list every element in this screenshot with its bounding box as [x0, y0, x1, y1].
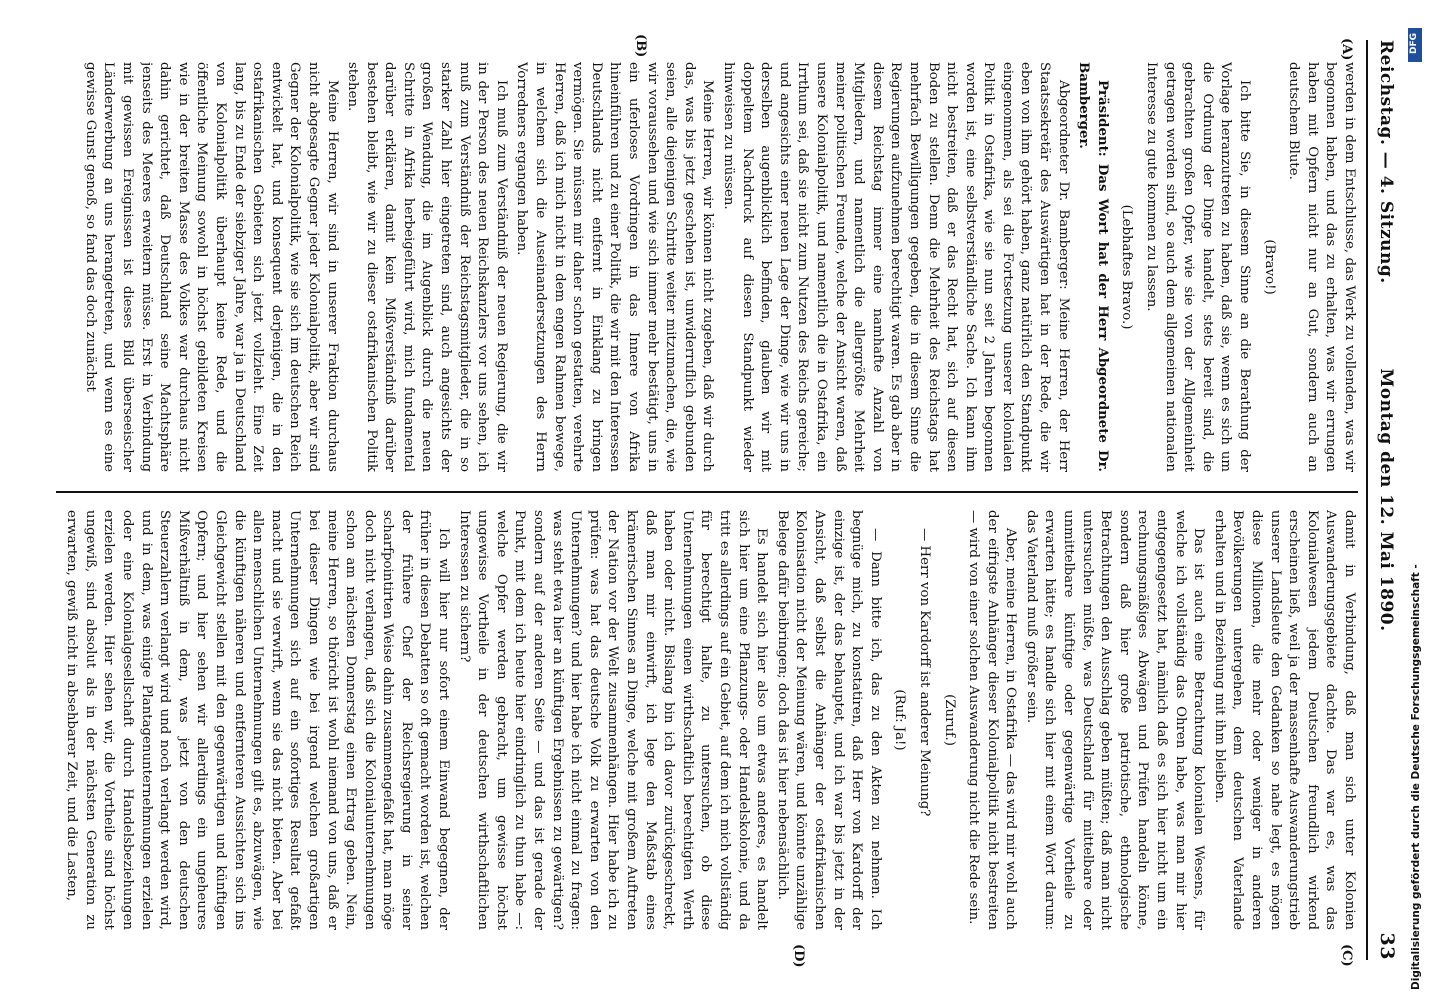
dfg-logo	[1408, 28, 1422, 62]
paragraph: damit in Verbindung, daß man sich unter Kolonien Auswanderungsgebiete dachte. Das war es, was das Kolonialwesen jedem Deutschen freundlich wirkend erscheinen ließ, weil ja der massenhafte Auswanderungstrieb unserer Landsleute den Gedanken so nahe legt, es mögen diese Millionen, die mehr oder weniger in anderen Bevölkerungen untergehen, dem deutschen Vaterlande erhalten und in Beziehung mit ihm bleiben.	[1211, 510, 1357, 930]
column-divider	[56, 491, 1358, 493]
paragraph: Das ist auch eine Betrachtung kolonialen Wesens, für welche ich vollständig das Ohren habe, was man mir hier entgegengesetzt hat, nämlich daß es sich hier nicht um ein rechnungsmäßiges Abwägen und Prüfen handeln könne, sondern daß hier große patriotische, ethnologische Betrachtungen den Ausschlag geben müßten; daß man nicht untersuchen müßte, was Deutschland für mittelbare oder unmittelbare künftige oder gegenwärtige Vortheile zu erwarten hätte; es handle sich hier mit einem Wort darum: das Vaterland muß größer sein.	[1023, 510, 1207, 930]
interjection: (Ruf: Ja!)	[892, 689, 908, 751]
left-column	[46, 62, 1358, 472]
interjection: (Zuruf.)	[941, 694, 957, 746]
digitization-credit	[1402, 20, 1430, 990]
paragraph: Ich muß zum Verständniß der neuen Regierung, die wir in der Person des neuen Reichskanzlers vor uns sehen, ich muß zum Verständniß der Reichstagsmitglieder, die in so starker Zahl hier eingetreten sind, auch angesichts der großen Wendung, die im Augenblick durch die neuen Schritte in Afrika herbeigeführt wird, mich fundamental darüber erklären, damit kein Mißverständniß darüber bestehen bleibt, wie wir zu dieser ostafrikanischen Politik stehen.	[345, 62, 509, 472]
paragraph: Ich will hier nur sofort einem Einwand begegnen, der früher in diesen Debatten so oft gemacht worden ist, welchen der frühere Chef der Reichsregierung in seiner scharfpointirten Weise dahin zusammengefaßt hat, man möge doch nicht verlangen, daß sich die Kolonialunternehmungen schon am nächsten Donnerstag einen Ertrag geben. Nein, meine Herren, so thöricht ist wohl niemand von uns, daß er bei dieser Dingen wie bei irgend welchen großartigen Unternehmungen sich auf ein sofortiges Resultat gefaßt macht und sie verwirft, wenn sie das nicht bieten. Aber bei allen menschlichen Unternehmungen gilt es, abzuwägen, wie die künftigen näheren und entfernteren Aussichten sich ins Gleichgewicht stellen mit den gegenwärtigen und künftigen Opfern; und hier sehen wir allerdings ein ungeheures Mißverhältniß in dem, was jetzt von den deutschen Steuerzahlern verlangt wird und noch verlangt werden wird, und in dem, was einige Plantagenunternehmungen erzielen oder eine Kolonialgesellschaft durch Handelsbeziehungen erzielen werden. Hier sehen wir, die Vortheile sind höchst ungewiß, sind absolut als in der nächsten Generation zu erwarten, gewiß nicht in absehbarer Zeit, und die Lasten,	[64, 510, 452, 930]
dfg-logo-text: DFG	[1409, 32, 1419, 54]
paragraph: — Herr von Kardorff ist anderer Meinung?	[916, 528, 932, 817]
paragraph: Aber, meine Herren, in Ostafrika — das wird mir wohl auch der eifrigste Anhänger dieser Kolonialpolitik nicht bestreiten — wird von einer solchen Auswanderung nicht die Rede sein.	[966, 510, 1019, 930]
margin-marker-b: (B)	[633, 34, 648, 58]
page-header	[1366, 40, 1402, 960]
header-date: Montag den 12. Mai 1890.	[1376, 368, 1396, 632]
interjection: (Lebhaftes Bravo.)	[1119, 204, 1135, 330]
paragraph: werden in dem Entschlusse, das Werk zu vollenden, was wir begonnen haben, und das zu erhalten, was wir errungen haben mit Opfern nicht nur an Gut, sondern auch an deutschem Blute.	[1286, 62, 1357, 472]
margin-marker-a: (A)	[1339, 38, 1354, 61]
margin-marker-d: (D)	[791, 944, 806, 968]
header-session: Reichstag. — 4. Sitzung.	[1376, 40, 1396, 284]
paragraph: Abgeordneter Dr. Bamberger: Meine Herren, der Herr Staatssekretär des Auswärtigen hat in der Rede, die wir eben von ihm gehört haben, ganz natürlich den Standpunkt eingenommen, als sei die Fortsetzung unserer kolonialen Politik in Ostafrika, wie sie nun seit 2 Jahren begonnen worden ist, eine selbstverständliche Sache. Ich kann ihm nicht bestreiten, daß er das Recht hat, sich auf diesen Boden zu stellen. Denn die Mehrheit des Reichstags hat mehrfach Bewilligungen gegeben, die in diesem Sinne die Regierungen aufzunehmen berechtigt waren. Es gab aber in diesem Reichstag immer eine namhafte Anzahl von Mitgliedern, und namentlich die allergrößte Mehrheit meiner politischen Freunde, welche der Ansicht waren, daß unsere Kolonialpolitik, und namentlich die in Ostafrika, ein Irrthum sei, daß sie nicht zum Nutzen des Reichs gereiche; und angesichts einer neuen Lage der Dinge, wie wir uns in derselben augenblicklich befinden, glauben wir mit doppeltem Nachdruck auf diesen Standpunkt wieder hinweisen zu müssen.	[721, 62, 1071, 472]
paragraph: Meine Herren, wir sind in unserer Fraktion durchaus nicht abgesagte Gegner jeder Kolonialpolitik, aber wir sind Gegner der Kolonialpolitik, wie sie sich im deutschen Reich entwickelt hat, und konsequent derjenigen, die in den ostafrikanischen Gebieten sich jetzt vollzieht. Eine Zeit lang, bis zu Ende der siebziger Jahre, war ja in Deutschland von Kolonialpolitik überhaupt keine Rede, und die öffentliche Meinung sowohl in höchst gebildeten Kreisen wie in der breiten Masse des Volkes war durchaus nicht dahin gerichtet, daß Deutschland seine Machtsphäre jenseits des Meeres erweitern müsse. Erst in Verbindung mit gewissen Ereignissen ist dieses Bild überseeischer Länderwerbung an uns herangetreten, und wenn es eine gewisse Gunst genoß, so fand das doch zunächst	[82, 62, 340, 472]
page-number: 33	[1376, 932, 1398, 960]
president-line: Präsident: Das Wort hat der Herr Abgeordnete Dr. Bamberger.	[1076, 62, 1110, 472]
interjection: (Bravo!)	[1261, 239, 1277, 295]
rotated-page	[16, 20, 1416, 980]
paragraph: Ich bitte Sie, in diesem Sinne an die Berathung der Vorlage heranzutreten zu haben, daß sie, wenn es sich um die Ordnung der Dinge handelt, stets bereit sind, die gebrachten großen Opfer, wie sie von der Allgemeinheit getragen worden sind, so auch dem allgemeinen nationalen Interesse zu gute kommen zu lassen.	[1144, 62, 1253, 472]
credit-text: Digitalisierung gefördert durch die Deutsche Forschungsgemeinschaft -	[1410, 564, 1422, 990]
right-column	[46, 510, 1358, 930]
paragraph: Meine Herren, wir können nicht zugeben, daß wir durch das, was bis jetzt geschehen ist, unwiderruflich gebunden seien, alle diejenigen Schritte weiter mitzumachen, die, wie wir voraussehen und wie sich immer mehr bestätigt, uns in ein uferloses Vordringen in das Innere von Afrika hineinführen und zu einer Politik, die wir mit den Interessen Deutschlands nicht entfernt in Einklang zu bringen vermögen. Sie müssen mir daher schon gestatten, verehrte Herren, daß ich mich nicht in dem engen Rahmen bewege, in welchem sich die Auseinandersetzungen des Herrn Vorredners ergangen haben.	[514, 62, 716, 472]
paragraph: — Dann bitte ich, das zu den Akten zu nehmen. Ich begnüge mich, zu konstatiren, daß Herr von Kardorff der einzige ist, der das behauptet, und ich war bis jetzt in der Ansicht, daß selbst die Anhänger der ostafrikanischen Kolonisation nicht der Meinung wären, und könnte unzählige Belege dafür beibringen; doch das ist hier nebensächlich.	[774, 510, 883, 930]
margin-marker-c: (C)	[1339, 944, 1354, 967]
paragraph: Es handelt sich hier also um etwas anderes, es handelt sich hier um eine Pflanzungs- oder Handelskolonie, und da tritt es allerdings auf ein Gebiet, auf dem ich mich vollständig für berechtigt halte, zu untersuchen, ob diese Unternehmungen einen wirthschaftlich berechtigten Werth haben oder nicht. Bislang bin ich davor zurückgeschreckt, daß man mir einwirft, ich lege den Maßstab eines krämerischen Sinnes an Dinge, welche mit großem Auftreten der Nation vor der Welt zusammenhängen. Hier habe ich zu prüfen: was hat das deutsche Volk zu erwarten von den Unternehmungen? und hier habe ich nicht einmal zu fragen: was steht etwa hier an künftigen Ergebnissen zu gewärtigen? sondern auf der anderen Seite — und das ist gerade der Punkt, mit dem ich heute hier eindringlich zu thun habe —: welche Opfer werden gebracht, um gewisse höchst ungewisse Vortheile in der deutschen wirthschaftlichen Interessen zu sichern?	[456, 510, 770, 930]
